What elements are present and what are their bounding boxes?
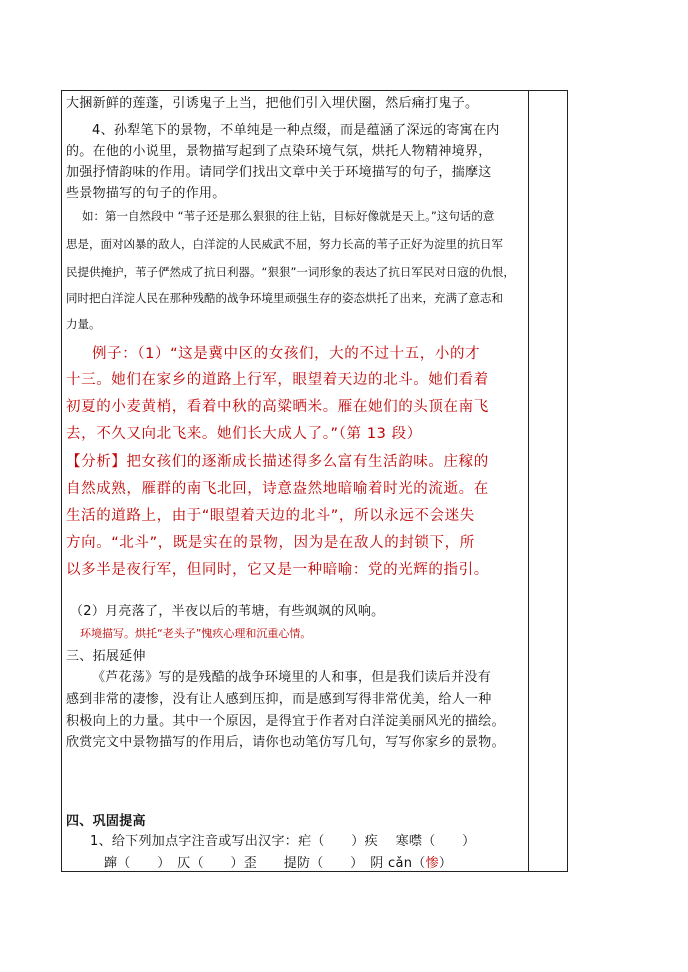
extension-line: 欣赏完文中景物描写的作用后，请你也动笔仿写几句，写写你家乡的景物。	[66, 735, 505, 750]
red-example-line: 初夏的小麦黄梢，看着中秋的高粱晒米。雁在她们的头顶在南飞	[66, 399, 489, 415]
exercise-text: 蹿（ ） 仄（ ）歪 提防（ ） 阴 cǎn（	[104, 856, 426, 871]
analysis-line: 方向。“北斗”，既是实在的景物，因为是在敌人的封锁下，所	[66, 535, 475, 551]
text-line: 的。在他的小说里，景物描写起到了点染环境气氛，烘托人物精神境界，	[66, 144, 492, 159]
red-example-line: 十三。她们在家乡的道路上行军，眼望着天边的北斗。她们看着	[66, 372, 489, 388]
example-line: 如：第一自然段中 “苇子还是那么狠狠的往上钻，目标好像就是天上。”这句话的意	[82, 209, 495, 223]
example-line: 同时把白洋淀人民在那种残酷的战争环境里顽强生存的姿态烘托了出来，充满了意志和	[66, 291, 503, 305]
exercise-line: 1、给下列加点字注音或写出汉字：疟（ ）疾 寒噤（ ）	[90, 834, 476, 849]
extension-line: 感到非常的凄惨，没有让人感到压抑，而是感到写得非常优美，给人一种	[66, 692, 492, 707]
question-2-answer: 环境描写。烘托“老头子”愧疚心理和沉重心情。	[80, 627, 312, 640]
example-line: 力量。	[66, 317, 101, 331]
text-line: 加强抒情韵味的作用。请同学们找出文章中关于环境描写的句子，揣摩这	[66, 165, 492, 180]
exercise-line	[104, 852, 564, 875]
column-divider	[528, 90, 529, 872]
exercise-text: ）	[438, 856, 453, 871]
extension-line: 积极向上的力量。其中一个原因，是得宜于作者对白洋淀美丽风光的描绘。	[66, 714, 505, 729]
analysis-line: 以多半是夜行军，但同时，它又是一种暗喻：党的光辉的指引。	[66, 562, 489, 578]
section-3-heading: 三、拓展延伸	[66, 649, 146, 664]
example-line: 民提供掩护，苇子俨然成了抗日利器。“狠狠”一词形象的表达了抗日军民对日寇的仇恨，	[66, 265, 515, 279]
red-example-line: 去，不久又向北飞来。她们长大成人了。”（第 13 段）	[66, 426, 422, 442]
example-line: 思是，面对凶暴的敌人，白洋淀的人民威武不屈，努力长高的苇子正好为淀里的抗日军	[66, 237, 503, 251]
red-example-line: 例子：（1）“这是冀中区的女孩们，大的不过十五，小的才	[92, 346, 481, 362]
analysis-line: 【分析】把女孩们的逐渐成长描述得多么富有生活韵味。庄稼的	[66, 454, 489, 470]
analysis-line: 生活的道路上，由于“眼望着天边的北斗”，所以永远不会迷失	[66, 508, 475, 524]
text-line: 大捆新鲜的莲蓬，引诱鬼子上当，把他们引入埋伏圈，然后痛打鬼子。	[66, 96, 479, 111]
question-4-line: 4、孙犁笔下的景物，不单纯是一种点缀，而是蕴涵了深远的寄寓在内	[92, 123, 500, 138]
text-line: 些景物描写的句子的作用。	[66, 186, 226, 201]
extension-line: 《芦花荡》写的是残酷的战争环境里的人和事，但是我们读后并没有	[92, 670, 492, 685]
analysis-line: 自然成熟，雁群的南飞北回，诗意盎然地暗喻着时光的流逝。在	[66, 481, 489, 497]
section-4-heading: 四、巩固提高	[66, 814, 146, 829]
answer-char: 惨	[425, 856, 439, 871]
question-2-line: （2）月亮落了，半夜以后的苇塘，有些飒飒的风响。	[70, 604, 385, 619]
